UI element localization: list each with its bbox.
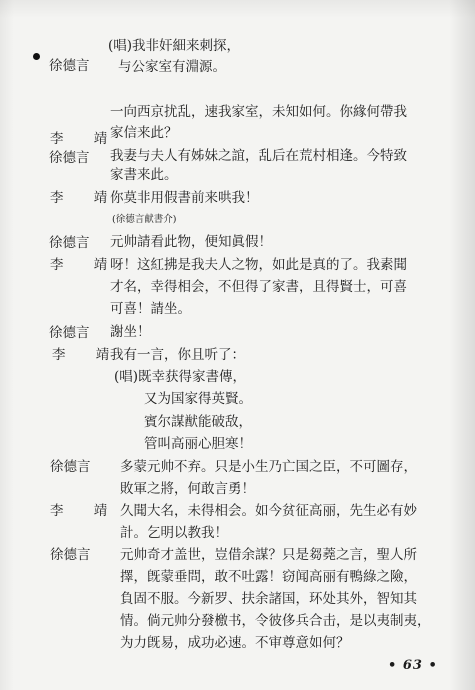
text-line: 一向西京扰乱，速我家室，未知如何。你緣何帶我 xyxy=(110,104,407,120)
text-line: 賓尔謀猷能破敌， xyxy=(144,414,252,430)
text-line: 为力旣易，成功必速。不审尊意如何？ xyxy=(120,635,350,651)
text-line: 元帅奇才盖世，豈借余謀？只是芻蕘之言，聖人所 xyxy=(120,547,417,563)
text-line: 擇，旣蒙垂問，敢不吐露！窃闻高丽有鴨綠之險， xyxy=(120,569,417,585)
text-line: (唱)我非奸細来刺探， xyxy=(108,38,241,54)
text-line: 負固不服。今新罗、扶余諸国，环处其外，智知其 xyxy=(120,591,417,607)
text-line: 又为国家得英賢。 xyxy=(144,391,252,407)
speaker-xu-2: 徐德言 xyxy=(49,150,90,166)
text-line: 管叫高丽心胆寒！ xyxy=(144,436,252,452)
speaker-xu-1: 徐德言 xyxy=(49,58,90,74)
text-line: 你莫非用假書前来哄我！ xyxy=(110,190,259,206)
text-line: 敗軍之將，何敢言勇！ xyxy=(120,481,255,497)
text-line: 多蒙元帅不弃。只是小生乃亡国之臣，不可圖存， xyxy=(120,459,417,475)
text-line: 才名，幸得相会，不但得了家書，且得賢士，可喜 xyxy=(110,279,407,295)
speaker-li-3: 李 靖 xyxy=(50,257,121,273)
speaker-xu-3: 徐德言 xyxy=(49,235,90,251)
text-line: 久聞大名，未得相会。如今贫征高丽，先生必有妙 xyxy=(120,503,417,519)
speaker-li-5: 李 靖 xyxy=(50,503,121,519)
text-line: 情。倘元帅分發檄书，令彼侈兵合击，是以夷制夷， xyxy=(120,613,431,629)
text-line: 家書来此。 xyxy=(110,167,178,183)
text-line: 謝坐！ xyxy=(110,324,151,340)
speaker-li-4: 李 靖 xyxy=(52,347,123,363)
stage-direction: (徐德言献書介) xyxy=(112,214,177,225)
speaker-xu-4: 徐德言 xyxy=(49,325,90,341)
text-line: 家信来此？ xyxy=(110,125,178,141)
text-line: 与公家室有淵源。 xyxy=(118,59,226,75)
page-number: • 63 • xyxy=(388,658,438,673)
speaker-li-1: 李 靖 xyxy=(50,131,121,147)
text-line: 元帅請看此物，便知眞假！ xyxy=(110,234,272,250)
text-line: 可喜！請坐。 xyxy=(110,301,191,317)
text-line: 我妻与夫人有姊妹之誼，乱后在荒村相逢。今特致 xyxy=(110,148,407,164)
text-line: 呀！这紅拂是我夫人之物，如此是真的了。我素聞 xyxy=(110,257,407,273)
ink-dot xyxy=(33,53,40,60)
text-line: 我有一言，你且听了： xyxy=(110,347,245,363)
speaker-li-2: 李 靖 xyxy=(50,190,121,206)
text-line: 計。乞明以教我！ xyxy=(120,525,228,541)
speaker-xu-6: 徐德言 xyxy=(50,547,91,563)
text-line: (唱)既幸获得家書傳， xyxy=(114,369,247,385)
speaker-xu-5: 徐德言 xyxy=(50,459,91,475)
